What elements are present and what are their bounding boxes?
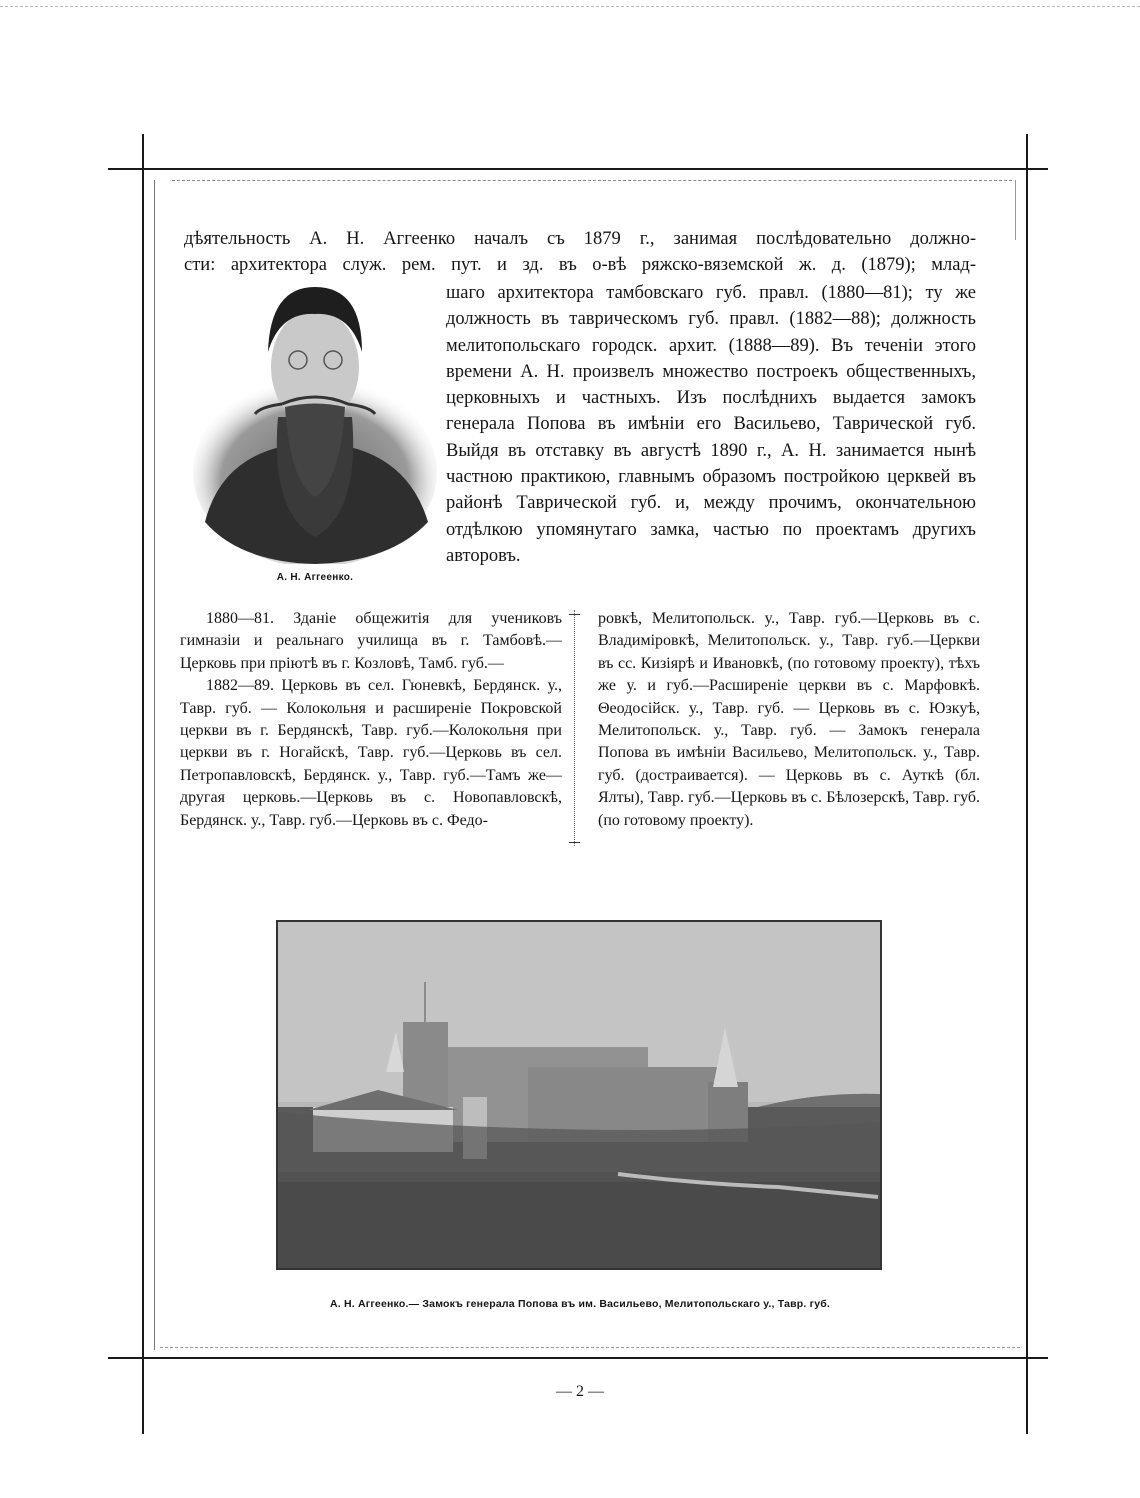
frame-rule-top [108,168,1048,170]
frame-inner-rule-left [154,180,155,1350]
column-separator-mark-top [569,614,580,615]
frame-dashed-rule-top [172,180,1012,181]
intro-paragraph [184,226,976,278]
column-separator [574,610,576,846]
works-column-left [180,608,562,832]
intro-line-2: сти: архитектора служ. рем. пут. и зд. въ о-вѣ ряжско-вяземской ж. д. (1879); млад- [184,255,976,275]
frame-dashed-rule-bottom [160,1347,1020,1348]
top-scan-artifact [0,6,1140,7]
portrait-caption: А. Н. Аггеенко. [276,572,354,583]
portrait-image [190,282,440,564]
column-separator-mark-bottom [569,842,580,843]
portrait-engraving [190,282,440,564]
intro-line-1: дѣятельность А. Н. Аггеенко началъ съ 1879 г., занимая послѣдовательно должно- [184,229,976,249]
frame-inner-rule-right [1015,180,1016,240]
frame-rule-bottom [108,1357,1048,1359]
frame-rule-right [1026,134,1028,1434]
works-paragraph-continued: ровкѣ, Мелитопольск. у., Тавр. губ.—Церковь въ с. Владиміровкѣ, Мелитопольск. у., Тавр. губ.—Церкви въ сс. Кизіярѣ и Ивановкѣ, (по готовому проекту), тѣхъ же у. и губ.—Расширеніе церкви въ с. Марфовкѣ. Θеодосійск. у., Тавр. губ. — Церковь въ с. Юзкуѣ, Мелитопольск. у., Тавр. губ. — Замокъ генерала Попова въ имѣніи Васильево, Мелитопольск. у., Тавр. губ. (достраивается). — Церковь въ с. Ауткѣ (бл. Ялты), Тавр. губ.—Церковь въ с. Бѣлозерскѣ, Тавр. губ. (по готовому проекту). [598,610,980,829]
frame-rule-left [142,134,144,1434]
photo-caption: А. Н. Аггеенко.— Замокъ генерала Попова въ им. Васильево, Мелитопольскаго у., Тавр. губ. [329,1298,831,1310]
castle-photo [276,920,882,1270]
works-paragraph-1882: 1882—89. Церковь въ сел. Гюневкѣ, Бердянск. у., Тавр. губ. — Колокольня и расширеніе Покровской церкви въ г. Бердянскѣ, Тавр. губ.—Колокольня при церкви въ г. Ногайскѣ, Тавр. губ.—Церковь въ сел. Петропавловскѣ, Бердянск. у., Тавр. губ.—Тамъ же— другая церковь.—Церковь въ с. Новопавловскѣ, Бердянск. у., Тавр. губ.—Церковь въ с. Федо- [180,677,562,829]
page-number: — 2 — [556,1383,604,1400]
castle-photo-image [278,922,880,1268]
works-column-right [598,608,980,832]
intro-wrapped-text: шаго архитектора тамбовскаго губ. правл. (1880—81); ту же должность въ таврическомъ губ. правл. (1882—88); должность мелитопольскаго городск. архит. (1888—89). Въ теченіи этого времени А. Н. произвелъ множество построекъ общественныхъ, церковныхъ и частныхъ. Изъ послѣднихъ выдается замокъ генерала Попова въ имѣніи его Васильево, Таврической губ. Выйдя въ отставку въ августѣ 1890 г., А. Н. занимается нынѣ частною практикою, главнымъ образомъ постройкою церквей въ районѣ Таврической губ. и, между прочимъ, окончательною отдѣлкою упомянутаго замка, частью по проектамъ другихъ авторовъ. [446,283,976,566]
works-paragraph-1880: 1880—81. Зданіе общежитія для учениковъ гимназіи и реальнаго училища въ г. Тамбовѣ.— Церковь при пріютѣ въ г. Козловѣ, Тамб. губ.— [180,610,562,672]
